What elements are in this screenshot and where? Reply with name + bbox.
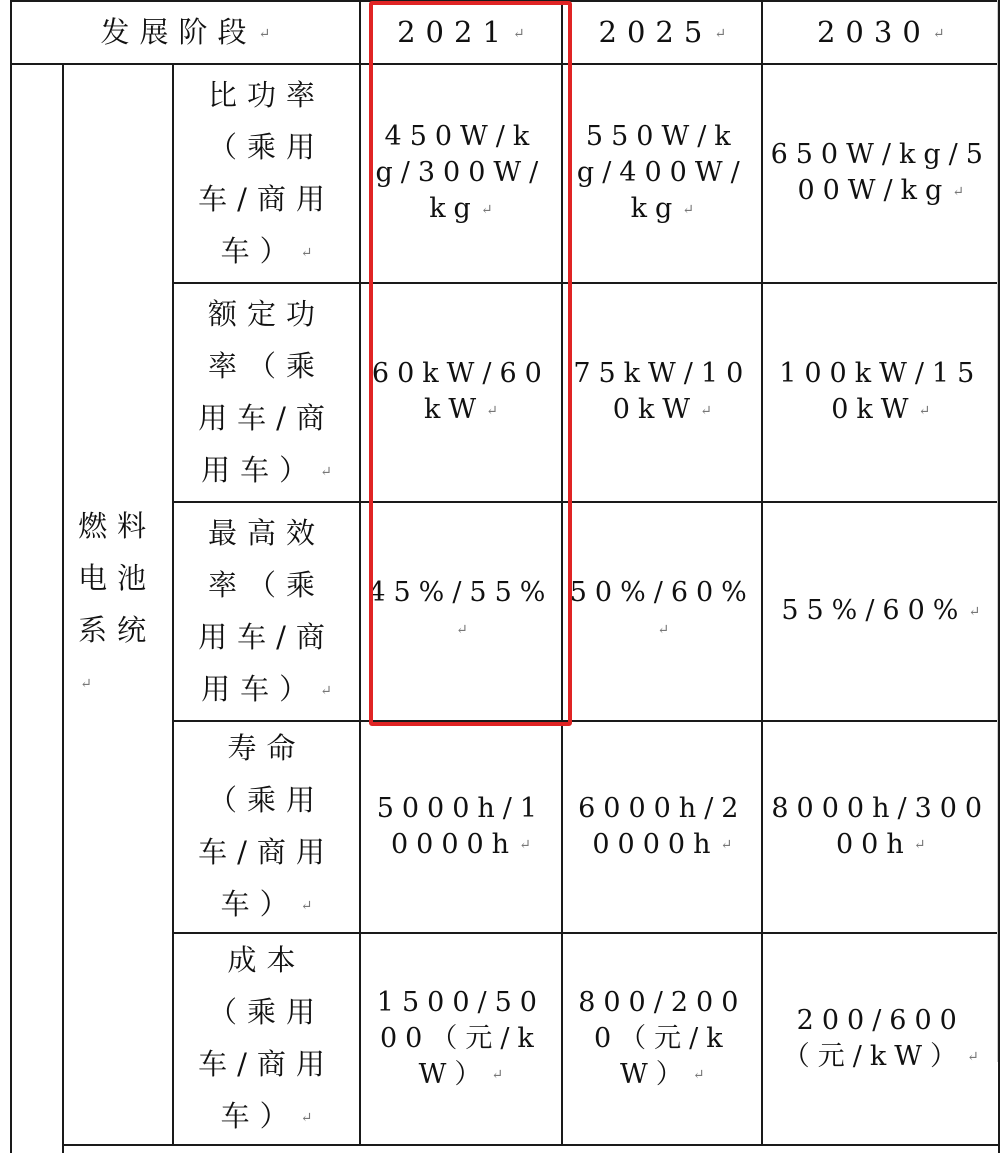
paragraph-mark-icon: ↵ [300, 898, 313, 914]
cell-value: 60kW/60kW [371, 358, 550, 426]
cell-value: 200/600（元/kW） [782, 1004, 965, 1072]
header-year: 2030 [816, 14, 931, 49]
paragraph-mark-icon: ↵ [491, 1067, 504, 1084]
row-label-cell [173, 933, 359, 1145]
header-year: 2025 [598, 14, 713, 49]
paragraph-mark-icon: ↵ [932, 25, 945, 42]
header-year-cell [562, 1, 762, 64]
cell-value: 8000h/30000h [771, 792, 991, 860]
row-label: 寿命（乘用车/商用车） [198, 731, 335, 921]
paragraph-mark-icon: ↵ [952, 183, 965, 200]
paragraph-mark-icon: ↵ [320, 463, 332, 480]
paragraph-mark-icon: ↵ [714, 25, 727, 42]
cell-value: 55%/60% [781, 595, 967, 627]
document-page [10, 0, 1000, 1153]
cell-value: 50%/60% [569, 577, 755, 609]
paragraph-mark-icon: ↵ [657, 621, 670, 638]
value-cell [562, 721, 762, 933]
row-label-cell [173, 283, 359, 502]
value-cell [562, 502, 762, 721]
value-cell [562, 933, 762, 1145]
cell-value: 6000h/20000h [578, 792, 747, 860]
value-cell [360, 933, 562, 1145]
paragraph-mark-icon: ↵ [480, 201, 493, 218]
row-label-cell [173, 64, 359, 283]
row-label-cell [173, 502, 359, 721]
cell-value: 550W/kg/400W/kg [576, 121, 748, 225]
paragraph-mark-icon: ↵ [300, 1110, 313, 1126]
cell-value: 1500/5000（元/kW） [376, 986, 545, 1090]
paragraph-mark-icon: ↵ [80, 675, 92, 692]
row-label: 额定功率（乘用车/商用车） [198, 296, 335, 487]
value-cell [360, 502, 562, 721]
paragraph-mark-icon: ↵ [700, 402, 712, 419]
paragraph-mark-icon: ↵ [519, 837, 531, 854]
paragraph-mark-icon: ↵ [258, 25, 271, 42]
cell-value: 450W/kg/300W/kg [375, 121, 547, 225]
cell-value: 5000h/10000h [376, 792, 546, 860]
cell-value: 100kW/150kW [779, 358, 983, 426]
header-stage-cell [11, 1, 360, 64]
left-blank-column [11, 64, 63, 1153]
paragraph-mark-icon: ↵ [486, 402, 498, 419]
cell-value: 800/2000（元/kW） [578, 986, 747, 1090]
header-row [11, 1, 999, 64]
header-year: 2021 [397, 14, 511, 49]
cell-value: 45%/55% [368, 577, 554, 609]
bottom-stub-row [11, 1145, 999, 1153]
paragraph-mark-icon: ↵ [692, 1067, 705, 1084]
value-cell [762, 502, 999, 721]
cell-value: 650W/kg/500W/kg [770, 139, 991, 207]
table-row [11, 64, 999, 283]
paragraph-mark-icon: ↵ [918, 402, 931, 419]
value-cell [762, 64, 999, 283]
row-label-cell [173, 721, 359, 933]
header-year-cell [762, 1, 999, 64]
value-cell [762, 933, 999, 1145]
page-edge-line [997, 0, 998, 1062]
value-cell [360, 721, 562, 933]
system-label: 燃料电池系统 [78, 508, 157, 647]
value-cell [562, 283, 762, 502]
value-cell [360, 64, 562, 283]
row-label: 比功率（乘用车/商用车） [198, 77, 335, 268]
row-label: 成本（乘用车/商用车） [198, 943, 335, 1133]
paragraph-mark-icon: ↵ [968, 603, 981, 620]
system-label-cell [63, 64, 173, 1145]
row-label: 最高效率（乘用车/商用车） [198, 515, 335, 706]
paragraph-mark-icon: ↵ [300, 244, 313, 261]
paragraph-mark-icon: ↵ [682, 201, 694, 218]
paragraph-mark-icon: ↵ [966, 1049, 979, 1066]
header-stage-label: 发展阶段 [100, 14, 257, 49]
cell-value: 75kW/100kW [573, 358, 752, 426]
value-cell [762, 721, 999, 933]
header-year-cell [360, 1, 562, 64]
paragraph-mark-icon: ↵ [512, 25, 525, 42]
fuel-cell-roadmap-table [10, 0, 1000, 1153]
value-cell [762, 283, 999, 502]
value-cell [562, 64, 762, 283]
paragraph-mark-icon: ↵ [456, 621, 468, 638]
paragraph-mark-icon: ↵ [913, 837, 926, 854]
paragraph-mark-icon: ↵ [320, 682, 332, 699]
value-cell [360, 283, 562, 502]
paragraph-mark-icon: ↵ [720, 837, 733, 854]
bottom-stub-cell [63, 1145, 999, 1153]
